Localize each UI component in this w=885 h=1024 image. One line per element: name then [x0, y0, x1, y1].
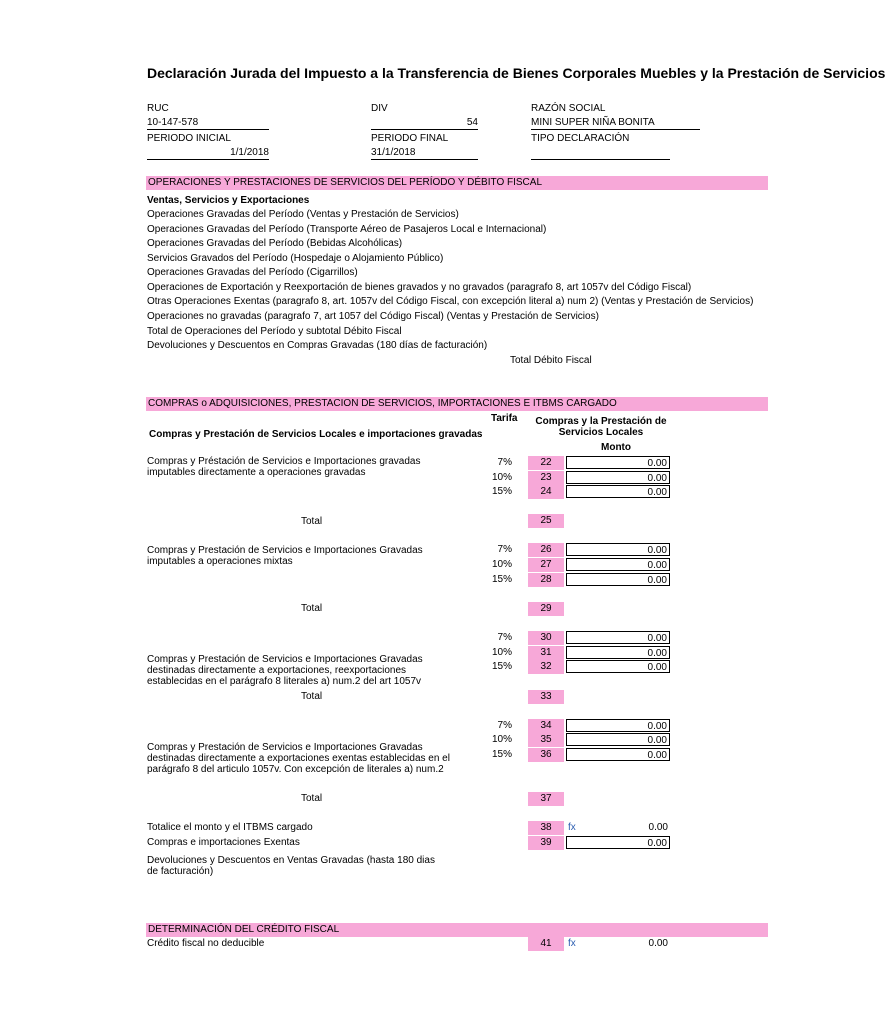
line-code: 24: [528, 485, 564, 499]
line-item: Otras Operaciones Exentas (paragrafo 8, art. 1057v del Código Fiscal, con excepción literal a) num 2) (Ventas y Prestación de Servicios): [147, 296, 754, 307]
line-code: 28: [528, 573, 564, 587]
rate-label: 15%: [491, 486, 512, 497]
line-code: 32: [528, 660, 564, 674]
formula-icon: fx: [568, 938, 576, 949]
amount-field[interactable]: 0.00: [566, 471, 670, 484]
amount-field[interactable]: 0.00: [566, 660, 670, 673]
line-item: Operaciones Gravadas del Período (Cigarrillos): [147, 267, 358, 278]
line-item: Total de Operaciones del Período y subtotal Débito Fiscal: [147, 326, 402, 337]
total-debito-label: Total Débito Fiscal: [510, 355, 592, 366]
line-code: 27: [528, 558, 564, 572]
line-code: 38: [528, 821, 564, 835]
total-label: Total: [301, 516, 323, 527]
rate-label: 10%: [491, 734, 512, 745]
rate-label: 7%: [497, 632, 512, 643]
div-field[interactable]: 54: [371, 117, 478, 130]
line-code: 41: [528, 937, 564, 951]
rate-label: 7%: [497, 457, 512, 468]
section-heading-credito: DETERMINACIÓN DEL CRÉDITO FISCAL: [146, 923, 768, 937]
totalice-label: Totalice el monto y el ITBMS cargado: [147, 822, 313, 833]
line-item: Operaciones Gravadas del Período (Bebidas Alcohólicas): [147, 238, 403, 249]
section-heading-compras: COMPRAS o ADQUISICIONES, PRESTACION DE SERVICIOS, IMPORTACIONES E ITBMS CARGADO: [146, 397, 768, 411]
rate-label: 7%: [497, 544, 512, 555]
section-heading-operaciones: OPERACIONES Y PRESTACIONES DE SERVICIOS DEL PERÍODO Y DÉBITO FISCAL: [146, 176, 768, 190]
devoluciones-label: Devoluciones y Descuentos en Ventas Gravadas (hasta 180 dias de facturación): [147, 855, 435, 877]
line-code: 23: [528, 471, 564, 485]
compras-left-header: Compras y Prestación de Servicios Locales e importaciones gravadas: [149, 429, 483, 440]
line-code: 26: [528, 543, 564, 557]
ruc-label: RUC: [147, 103, 169, 114]
group-description: Compras y Préstación de Servicios e Importaciones gravadas imputables directamente a operaciones gravadas: [147, 456, 421, 478]
line-code: 39: [528, 836, 564, 850]
amount-field[interactable]: 0.00: [566, 573, 670, 586]
total-label: Total: [301, 691, 323, 702]
compras-column-header: Compras y la Prestación de Servicios Locales: [535, 416, 667, 438]
group-description: Compras y Prestación de Servicios e Importaciones Gravadas imputables a operaciones mixtas: [147, 545, 423, 567]
exentas-label: Compras e importaciones Exentas: [147, 837, 300, 848]
group-description: Compras y Prestación de Servicios e Importaciones Gravadas destinadas directamente a exportaciones exentas establecidas en el parágrafo 8 del articulo 1057v. Con excepción de literales a) num.2: [147, 742, 450, 775]
credito-amount: 0.00: [648, 938, 668, 949]
periodo-inicial-field[interactable]: 1/1/2018: [147, 147, 269, 160]
amount-field[interactable]: 0.00: [566, 733, 670, 746]
ruc-field[interactable]: 10-147-578: [147, 117, 269, 130]
formula-icon: fx: [568, 822, 576, 833]
line-item: Operaciones no gravadas (paragrafo 7, art 1057 del Código Fiscal) (Ventas y Prestación de Servicios): [147, 311, 599, 322]
line-item: Devoluciones y Descuentos en Compras Gravadas (180 días de facturación): [147, 340, 488, 351]
amount-field[interactable]: 0.00: [566, 646, 670, 659]
group-description: Compras y Prestación de Servicios e Importaciones Gravadas destinadas directamente a exportaciones, reexportaciones establecidas en el parágrafo 8 literales a) num.2 del art 1057v: [147, 654, 423, 687]
amount-field[interactable]: 0.00: [566, 836, 670, 849]
totalice-amount: 0.00: [648, 822, 668, 833]
rate-label: 15%: [491, 574, 512, 585]
rate-label: 10%: [491, 472, 512, 483]
page-title: Declaración Jurada del Impuesto a la Transferencia de Bienes Corporales Muebles y la Prestación de Servicios: [147, 65, 885, 81]
monto-label: Monto: [601, 442, 631, 453]
tipo-declaracion-field[interactable]: [531, 147, 670, 160]
line-item: Operaciones Gravadas del Período (Ventas y Prestación de Servicios): [147, 209, 459, 220]
rate-label: 7%: [497, 720, 512, 731]
amount-field[interactable]: 0.00: [566, 558, 670, 571]
total-label: Total: [301, 603, 323, 614]
amount-field[interactable]: 0.00: [566, 543, 670, 556]
div-label: DIV: [371, 103, 388, 114]
total-code: 33: [528, 690, 564, 704]
line-code: 31: [528, 646, 564, 660]
total-label: Total: [301, 793, 323, 804]
line-code: 34: [528, 719, 564, 733]
line-item: Servicios Gravados del Período (Hospedaje o Alojamiento Público): [147, 253, 444, 264]
periodo-inicial-label: PERIODO INICIAL: [147, 133, 231, 144]
tipo-declaracion-label: TIPO DECLARACIÓN: [531, 133, 630, 144]
amount-field[interactable]: 0.00: [566, 631, 670, 644]
rate-label: 15%: [491, 749, 512, 760]
amount-field[interactable]: 0.00: [566, 719, 670, 732]
total-code: 29: [528, 602, 564, 616]
periodo-final-field[interactable]: 31/1/2018: [371, 147, 478, 160]
amount-field[interactable]: 0.00: [566, 485, 670, 498]
ventas-subheading: Ventas, Servicios y Exportaciones: [147, 195, 310, 206]
razon-social-field[interactable]: MINI SUPER NIÑA BONITA: [531, 117, 700, 130]
line-item: Operaciones Gravadas del Período (Transporte Aéreo de Pasajeros Local e Internacional): [147, 224, 547, 235]
rate-label: 10%: [491, 647, 512, 658]
rate-label: 10%: [491, 559, 512, 570]
total-code: 37: [528, 792, 564, 806]
line-code: 30: [528, 631, 564, 645]
line-item: Operaciones de Exportación y Reexportación de bienes gravados y no gravados (paragrafo 8, art 1057v del Código Fiscal): [147, 282, 692, 293]
line-code: 36: [528, 748, 564, 762]
razon-social-label: RAZÓN SOCIAL: [531, 103, 606, 114]
total-code: 25: [528, 514, 564, 528]
amount-field[interactable]: 0.00: [566, 456, 670, 469]
credito-no-deducible-label: Crédito fiscal no deducible: [147, 938, 265, 949]
amount-field[interactable]: 0.00: [566, 748, 670, 761]
line-code: 22: [528, 456, 564, 470]
line-code: 35: [528, 733, 564, 747]
tarifa-label: Tarifa: [491, 413, 518, 424]
rate-label: 15%: [491, 661, 512, 672]
periodo-final-label: PERIODO FINAL: [371, 133, 449, 144]
